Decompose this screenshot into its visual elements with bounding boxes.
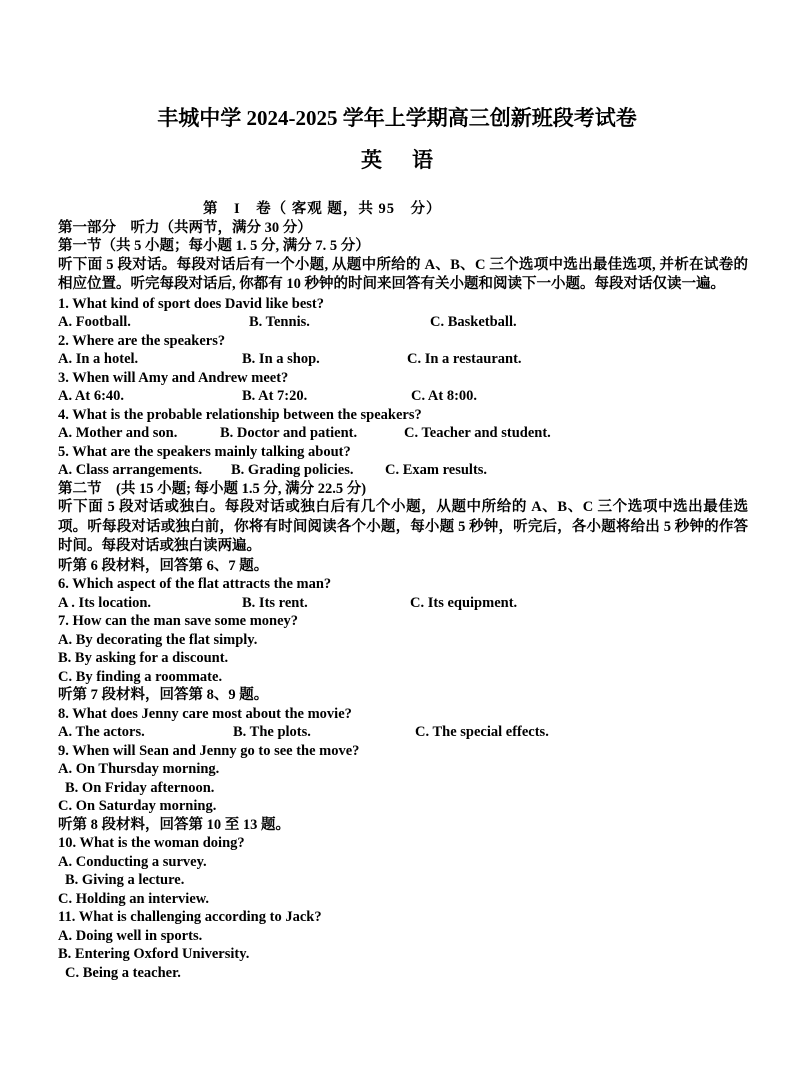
option-c: C. Teacher and student. (404, 425, 551, 441)
option-b: B. Entering Oxford University. (58, 946, 250, 962)
option-b: B. Its rent. (242, 594, 308, 611)
option-a: A. On Thursday morning. (58, 761, 220, 777)
option-a: A. Conducting a survey. (58, 853, 207, 870)
option-c: C. Being a teacher. (65, 964, 181, 981)
section2-instructions: 听下面 5 段对话或独白。每段对话或独白后有几个小题，从题中所给的 A、B、C 三个选项中选出最佳选项。听每段对话或独白前，你将有时间阅读各个小题，每小题 5 秒钟，听完后，各小题将给出 5 秒钟的作答时间。每段对话或独白读两遍。 (58, 499, 748, 554)
question-2: 2. Where are the speakers? (58, 332, 226, 349)
option-c: C. By finding a roommate. (58, 668, 223, 685)
question-5: 5. What are the speakers mainly talking about? (58, 443, 351, 460)
question-7: 7. How can the man save some money? (58, 613, 299, 629)
option-c: C. On Saturday morning. (58, 798, 217, 814)
question-4: 4. What is the probable relationship between the speakers? (58, 406, 422, 423)
option-a: A . Its location. (58, 594, 152, 611)
section1-instructions: 听下面 5 段对话。每段对话后有一个小题, 从题中所给的 A、B、C 三个选项中选出最佳选项, 并析在试卷的相应位置。听完每段对话后, 你都有 10 秒钟的时间来回答有关小题和阅读下一小题。每段对话仅读一遍。 (58, 256, 748, 292)
option-a: A. By decorating the flat simply. (58, 631, 258, 648)
part1-heading: 第一部分 听力（共两节，满分 30 分） (58, 219, 312, 236)
question-3: 3. When will Amy and Andrew meet? (58, 369, 289, 386)
option-a: A. Doing well in sports. (58, 927, 203, 944)
option-b: B. By asking for a discount. (58, 650, 229, 666)
part-header: 第 I 卷（ 客观 题，共 95 分） (203, 201, 442, 217)
option-a: A. Football. (58, 314, 131, 330)
question-8: 8. What does Jenny care most about the movie? (58, 705, 352, 722)
question-4-options (58, 424, 748, 443)
question-6-options (58, 594, 748, 613)
option-c: C. In a restaurant. (407, 351, 522, 367)
option-b: B. Grading policies. (231, 462, 354, 478)
option-a: A. Mother and son. (58, 425, 178, 441)
option-c: C. At 8:00. (411, 388, 478, 404)
material-7-heading: 听第 7 段材料，回答第 8、9 题。 (58, 687, 269, 703)
question-1: 1. What kind of sport does David like best? (58, 295, 325, 312)
option-b: B. Tennis. (249, 314, 310, 330)
question-3-options (58, 387, 748, 406)
option-b: B. In a shop. (242, 351, 320, 367)
question-5-options (58, 461, 748, 480)
option-a: A. In a hotel. (58, 351, 139, 367)
question-8-options (58, 723, 748, 742)
option-c: C. Holding an interview. (58, 890, 210, 907)
option-c: C. Its equipment. (410, 594, 518, 611)
option-a: A. The actors. (58, 724, 145, 740)
section1-heading: 第一节（共 5 小题；每小题 1. 5 分, 满分 7. 5 分） (58, 238, 370, 254)
option-b: B. Giving a lecture. (65, 872, 185, 888)
question-9: 9. When will Sean and Jenny go to see the move? (58, 742, 360, 759)
option-a: A. At 6:40. (58, 388, 125, 404)
material-6-heading: 听第 6 段材料，回答第 6、7 题。 (58, 557, 269, 574)
option-b: B. On Friday afternoon. (65, 779, 215, 796)
option-c: C. Basketball. (430, 314, 517, 330)
option-b: B. The plots. (233, 724, 311, 740)
exam-content (58, 200, 748, 982)
exam-title: 丰城中学 2024-2025 学年上学期高三创新班段考试卷 (157, 106, 637, 130)
section2-heading: 第二节 (共 15 小题; 每小题 1.5 分, 满分 22.5 分) (58, 480, 367, 497)
question-6: 6. Which aspect of the flat attracts the man? (58, 576, 332, 592)
question-2-options (58, 350, 748, 369)
option-c: C. The special effects. (415, 724, 549, 740)
question-1-options (58, 313, 748, 332)
question-11: 11. What is challenging according to Jack? (58, 909, 322, 925)
material-8-heading: 听第 8 段材料，回答第 10 至 13 题。 (58, 816, 290, 833)
option-b: B. At 7:20. (242, 388, 308, 404)
option-c: C. Exam results. (385, 462, 488, 478)
question-10: 10. What is the woman doing? (58, 835, 245, 851)
option-b: B. Doctor and patient. (220, 425, 358, 441)
subject-title: 英语 (361, 148, 463, 172)
option-a: A. Class arrangements. (58, 462, 203, 478)
